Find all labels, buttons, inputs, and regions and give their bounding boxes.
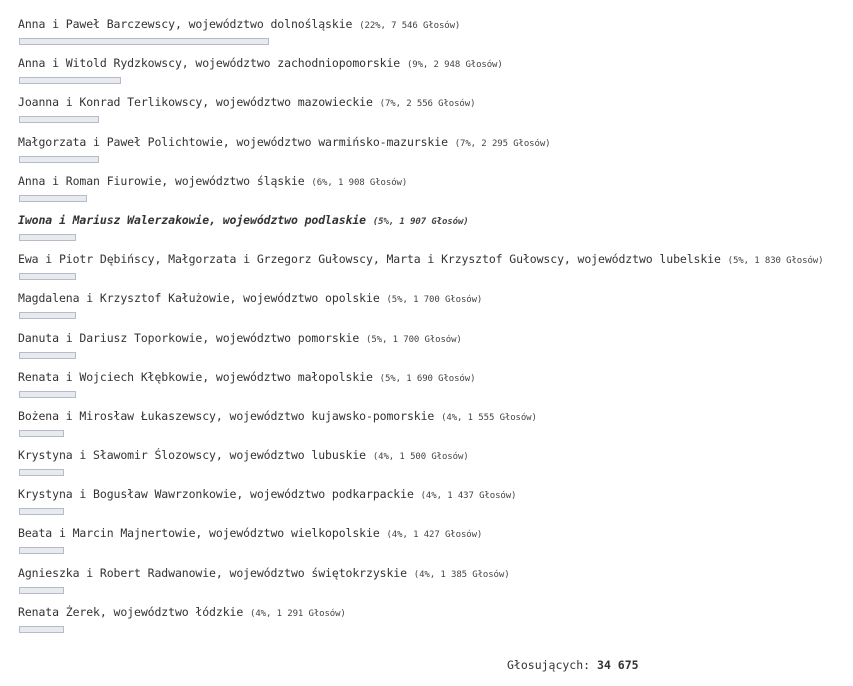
poll-option-stats: (5%, 1 700 Głosów) [386, 295, 483, 306]
poll-option-label [18, 447, 848, 465]
poll-option-name: Renata Żerek, województwo łódzkie [18, 604, 244, 619]
voters-total [507, 658, 639, 672]
poll-option-name: Krystyna i Bogusław Wawrzonkowie, województwo podkarpackie [18, 487, 414, 502]
poll-option-stats: (4%, 1 427 Głosów) [386, 530, 483, 541]
poll-option-bar [19, 352, 76, 359]
poll-option-label [18, 16, 848, 34]
poll-option-stats: (7%, 2 556 Głosów) [379, 99, 476, 110]
poll-option-stats: (4%, 1 555 Głosów) [441, 412, 537, 423]
poll-option [18, 369, 848, 408]
poll-option [18, 447, 848, 486]
poll-option-label [18, 330, 848, 348]
poll-option-name: Joanna i Konrad Terlikowscy, województwo mazowieckie [18, 95, 373, 110]
poll-option-name: Magdalena i Krzysztof Kałużowie, województwo opolskie [18, 291, 380, 306]
poll-option [18, 94, 848, 133]
poll-option-label [18, 408, 848, 426]
poll-option [18, 173, 848, 212]
poll-option-bar [19, 156, 99, 163]
poll-option-name: Ewa i Piotr Dębińscy, Małgorzata i Grzegorz Gułowscy, Marta i Krzysztof Gułowscy, województwo lubelskie [18, 252, 721, 267]
poll-option-name: Anna i Roman Fiurowie, województwo śląskie [18, 173, 305, 188]
poll-option-name: Małgorzata i Paweł Polichtowie, województwo warmińsko-mazurskie [18, 134, 448, 149]
poll-option-stats: (7%, 2 295 Głosów) [454, 138, 551, 149]
poll-option [18, 604, 848, 643]
poll-option-bar [19, 312, 76, 319]
poll-option [18, 251, 848, 290]
poll-option-bar [19, 626, 64, 633]
poll-option-label [18, 173, 848, 191]
poll-option-stats: (9%, 2 948 Głosów) [406, 60, 503, 71]
poll-option-name: Krystyna i Sławomir Ślozowscy, województwo lubuskie [18, 448, 367, 463]
poll-option-stats: (4%, 1 385 Głosów) [413, 569, 510, 580]
poll-option-bar [19, 547, 64, 554]
poll-option-name: Anna i Paweł Barczewscy, województwo dolnośląskie [18, 17, 353, 31]
poll-option-bar [19, 469, 64, 476]
poll-option-bar [19, 430, 64, 437]
poll-option-label [18, 212, 848, 230]
voters-total-count: 34 675 [597, 658, 639, 672]
poll-option [18, 565, 848, 604]
poll-option-bar [19, 195, 87, 202]
poll-option-bar [19, 38, 269, 45]
poll-option-name: Renata i Wojciech Kłębkowie, województwo małopolskie [18, 369, 373, 384]
poll-option-label [18, 369, 848, 387]
poll-option-bar [19, 234, 76, 241]
poll-option-label [18, 604, 848, 622]
poll-option [18, 486, 848, 525]
poll-option [18, 408, 848, 447]
poll-option-name: Danuta i Dariusz Toporkowie, województwo pomorskie [18, 330, 360, 345]
poll-option [18, 55, 848, 94]
poll-option [18, 212, 848, 251]
poll-option-stats: (5%, 1 700 Głosów) [366, 334, 462, 345]
poll-option-label [18, 486, 848, 504]
poll-option-name: Beata i Marcin Majnertowie, województwo wielkopolskie [18, 526, 380, 541]
poll-results [18, 16, 848, 643]
poll-option [18, 330, 848, 369]
poll-option-label [18, 55, 848, 73]
poll-option-bar [19, 116, 99, 123]
poll-option-label [18, 525, 848, 543]
poll-option-name: Bożena i Mirosław Łukaszewscy, województwo kujawsko-pomorskie [18, 408, 435, 423]
poll-option-bar [19, 587, 64, 594]
poll-option-label [18, 134, 848, 152]
poll-option-name: Agnieszka i Robert Radwanowie, województwo świętokrzyskie [18, 565, 407, 580]
voters-total-label: Głosujących: [507, 658, 591, 672]
poll-option-name: Anna i Witold Rydzkowscy, województwo zachodniopomorskie [18, 56, 401, 71]
poll-option-stats: (22%, 7 546 Głosów) [359, 21, 461, 31]
poll-option-stats: (5%, 1 830 Głosów) [727, 256, 824, 267]
poll-option [18, 16, 848, 55]
poll-option-stats: (5%, 1 690 Głosów) [379, 373, 476, 384]
poll-option-stats: (4%, 1 500 Głosów) [372, 452, 469, 463]
poll-option-label [18, 565, 848, 583]
poll-option-stats: (4%, 1 437 Głosów) [420, 491, 517, 502]
poll-option-label [18, 290, 848, 308]
poll-option-label [18, 251, 848, 269]
poll-option-name: Iwona i Mariusz Walerzakowie, województwo podlaskie [18, 212, 367, 227]
poll-option-stats: (5%, 1 907 Głosów) [372, 216, 469, 227]
poll-option-bar [19, 508, 64, 515]
poll-option-stats: (4%, 1 291 Głosów) [250, 608, 346, 619]
poll-option [18, 134, 848, 173]
poll-option [18, 525, 848, 564]
poll-option-label [18, 94, 848, 112]
poll-option-stats: (6%, 1 908 Głosów) [311, 177, 408, 188]
poll-option [18, 290, 848, 329]
poll-option-bar [19, 273, 76, 280]
poll-option-bar [19, 391, 76, 398]
poll-option-bar [19, 77, 121, 84]
